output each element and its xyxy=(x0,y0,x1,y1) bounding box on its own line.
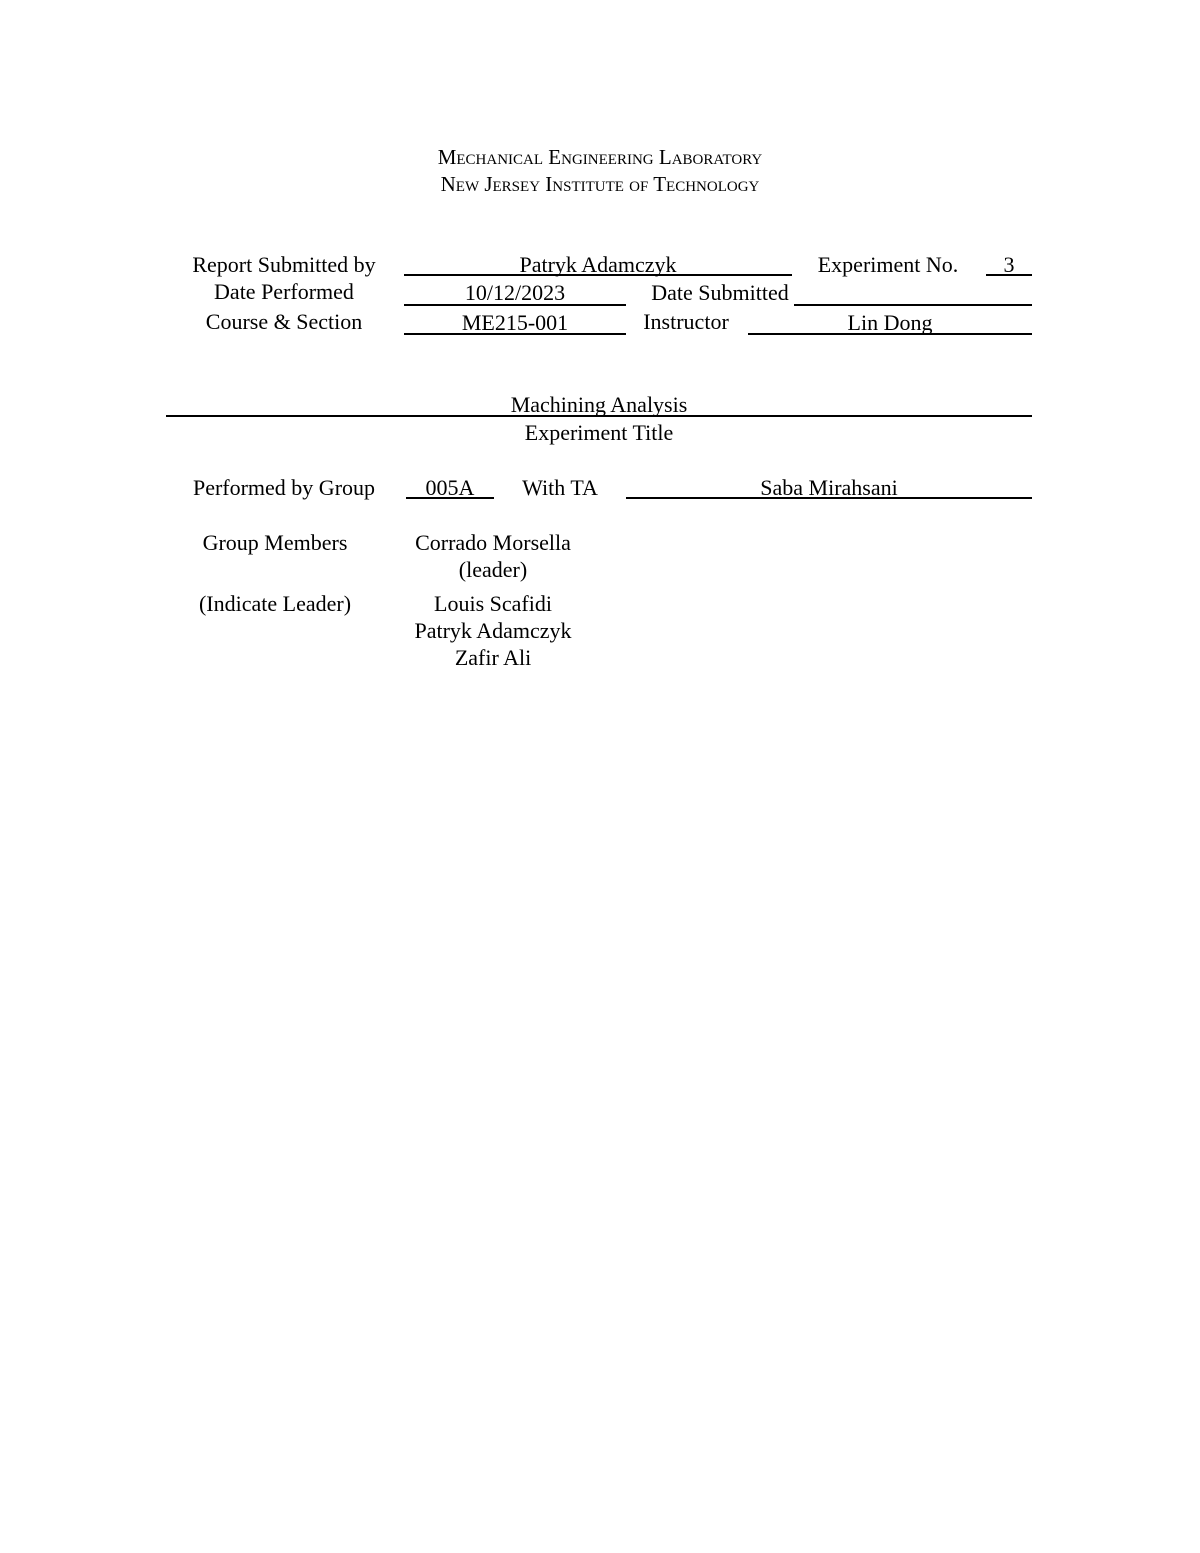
course-section-label: Course & Section xyxy=(205,309,363,334)
list-item: (leader) xyxy=(458,557,528,582)
instructor-value: Lin Dong xyxy=(847,310,933,335)
date-submitted-underline xyxy=(794,304,1032,306)
report-submitted-by-value: Patryk Adamczyk xyxy=(519,252,677,277)
date-performed-underline xyxy=(404,304,626,306)
report-submitted-by-underline xyxy=(404,274,792,276)
lab-title: Mechanical Engineering Laboratory xyxy=(437,145,763,169)
experiment-title-label: Experiment Title xyxy=(524,420,674,445)
group-underline xyxy=(406,497,494,499)
experiment-no-value: 3 xyxy=(1003,252,1015,277)
date-performed-value: 10/12/2023 xyxy=(464,280,566,305)
with-ta-label: With TA xyxy=(522,475,598,500)
ta-value: Saba Mirahsani xyxy=(760,475,898,500)
date-performed-label: Date Performed xyxy=(214,279,354,304)
performed-by-group-label: Performed by Group xyxy=(192,475,376,500)
group-members-label: Group Members xyxy=(202,530,348,555)
list-item: Corrado Morsella xyxy=(415,530,571,555)
institute-title: New Jersey Institute of Technology xyxy=(440,172,760,196)
indicate-leader-label: (Indicate Leader) xyxy=(198,591,352,616)
list-item: Louis Scafidi xyxy=(434,591,552,616)
list-item: Patryk Adamczyk xyxy=(414,618,572,643)
date-submitted-label: Date Submitted xyxy=(651,280,789,305)
list-item: Zafir Ali xyxy=(454,645,532,670)
report-submitted-by-label: Report Submitted by xyxy=(192,252,376,277)
ta-underline xyxy=(626,497,1032,499)
experiment-title-underline xyxy=(166,415,1032,417)
course-section-value: ME215-001 xyxy=(461,310,569,335)
experiment-no-label: Experiment No. xyxy=(817,252,959,277)
group-value: 005A xyxy=(425,475,475,500)
instructor-underline xyxy=(748,333,1032,335)
instructor-label: Instructor xyxy=(643,309,729,334)
course-section-underline xyxy=(404,333,626,335)
experiment-no-underline xyxy=(986,274,1032,276)
experiment-title-value: Machining Analysis xyxy=(510,392,688,417)
